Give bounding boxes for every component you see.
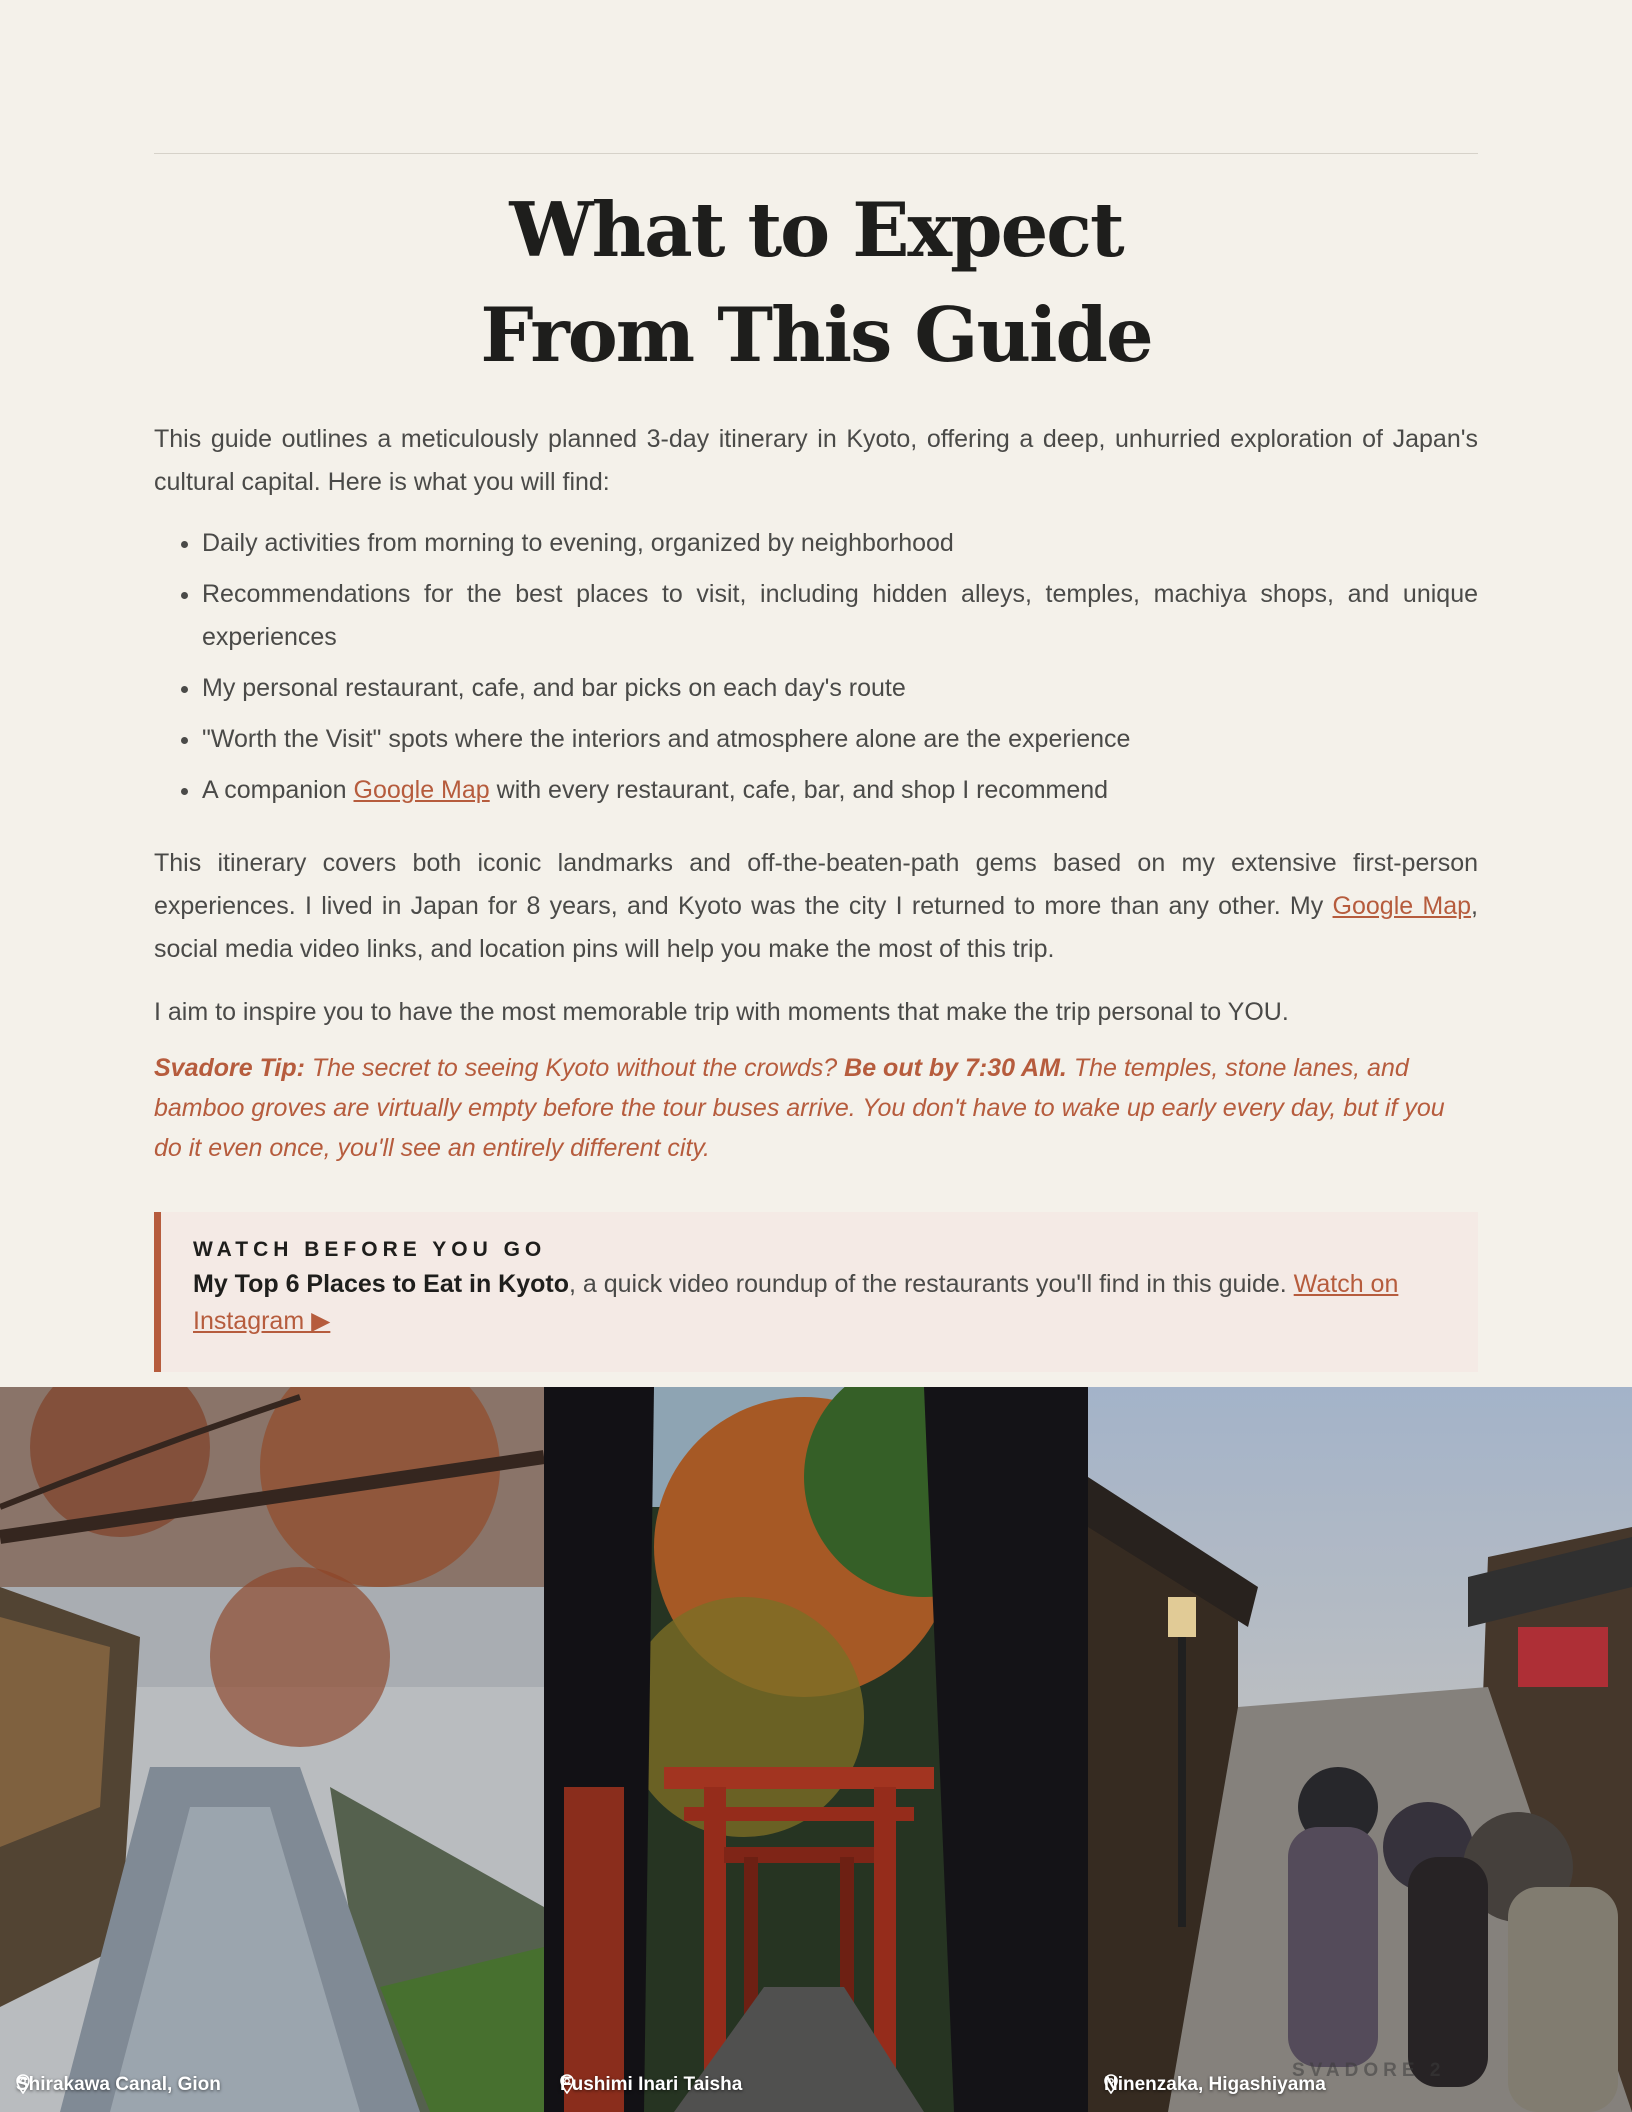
top-divider	[154, 153, 1478, 154]
page-title-line-1: What to Expect	[509, 186, 1123, 274]
watch-instagram-link[interactable]: Watch on Instagram ▶	[193, 1270, 1399, 1335]
page-title	[154, 178, 1478, 388]
tip-label: Svadore Tip:	[154, 1054, 305, 1082]
watch-callout	[154, 1212, 1478, 1372]
list-item-text: with every restaurant, cafe, bar, and shop I recommend	[489, 776, 1109, 804]
list-item: • My personal restaurant, cafe, and bar picks on each day's route	[202, 667, 1478, 710]
photo-caption	[16, 2074, 221, 2096]
location-pin-icon	[16, 2074, 30, 2094]
aim-paragraph: I aim to inspire you to have the most memorable trip with moments that make the trip personal to YOU.	[154, 998, 1289, 1026]
callout-text: , a quick video roundup of the restaurants you'll find in this guide.	[569, 1270, 1294, 1298]
photo-strip	[0, 1387, 1632, 2112]
page-footer-watermark: SVADORE 2	[1292, 2060, 1446, 2081]
google-map-link[interactable]: Google Map	[353, 776, 490, 804]
tip-text: The secret to seeing Kyoto without the crowds?	[304, 1054, 845, 1082]
location-pin-icon	[1104, 2074, 1118, 2094]
list-item: • "Worth the Visit" spots where the interiors and atmosphere alone are the experience	[202, 718, 1478, 761]
video-title: My Top 6 Places to Eat in Kyoto	[193, 1270, 569, 1298]
itinerary-text-end: , social media video links, and location pins will help you make the most of this trip.	[154, 892, 1478, 963]
caption-text: Ninenzaka, Higashiyama	[1104, 2074, 1326, 2095]
itinerary-paragraph	[154, 842, 1478, 971]
caption-text: Shirakawa Canal, Gion	[16, 2074, 221, 2095]
list-item-text: A companion	[202, 776, 354, 804]
torii-photo-illustration	[544, 1387, 1088, 2112]
callout-heading: WATCH BEFORE YOU GO	[193, 1238, 547, 1261]
tip-highlight: Be out by 7:30 AM.	[844, 1054, 1067, 1082]
feature-list	[154, 522, 1478, 812]
itinerary-text: This itinerary covers both iconic landmarks and off-the-beaten-path gems based on my extensive first-person experiences. I lived in Japan for 8 years, and Kyoto was the city I returned to more than any other. My	[154, 849, 1478, 920]
callout-body	[193, 1266, 1438, 1340]
tip-text-end: The temples, stone lanes, and bamboo groves are virtually empty before the tour buses arrive. You don't have to wake up early every day, but if you do it even once, you'll see an entirely different city.	[154, 1054, 1445, 1162]
google-map-link-2[interactable]: Google Map	[1332, 892, 1472, 920]
page-title-line-2: From This Guide	[480, 291, 1152, 379]
photo-caption	[560, 2074, 742, 2096]
guide-content	[154, 418, 1478, 1168]
intro-paragraph: This guide outlines a meticulously planned 3-day itinerary in Kyoto, offering a deep, unhurried exploration of Japan's cultural capital. Here is what you will find:	[154, 425, 1478, 496]
street-photo-illustration	[1088, 1387, 1632, 2112]
location-pin-icon	[560, 2074, 574, 2094]
caption-text: Fushimi Inari Taisha	[560, 2074, 743, 2095]
svadore-tip	[154, 1048, 1478, 1168]
list-item: • Recommendations for the best places to visit, including hidden alleys, temples, machiya shops, and unique experiences	[202, 573, 1478, 659]
photo-shirakawa-canal	[0, 1387, 544, 2112]
photo-fushimi-inari	[544, 1387, 1088, 2112]
list-item	[202, 769, 1478, 812]
canal-photo-illustration	[0, 1387, 544, 2112]
list-item: • Daily activities from morning to evening, organized by neighborhood	[202, 522, 1478, 565]
photo-ninenzaka	[1088, 1387, 1632, 2112]
